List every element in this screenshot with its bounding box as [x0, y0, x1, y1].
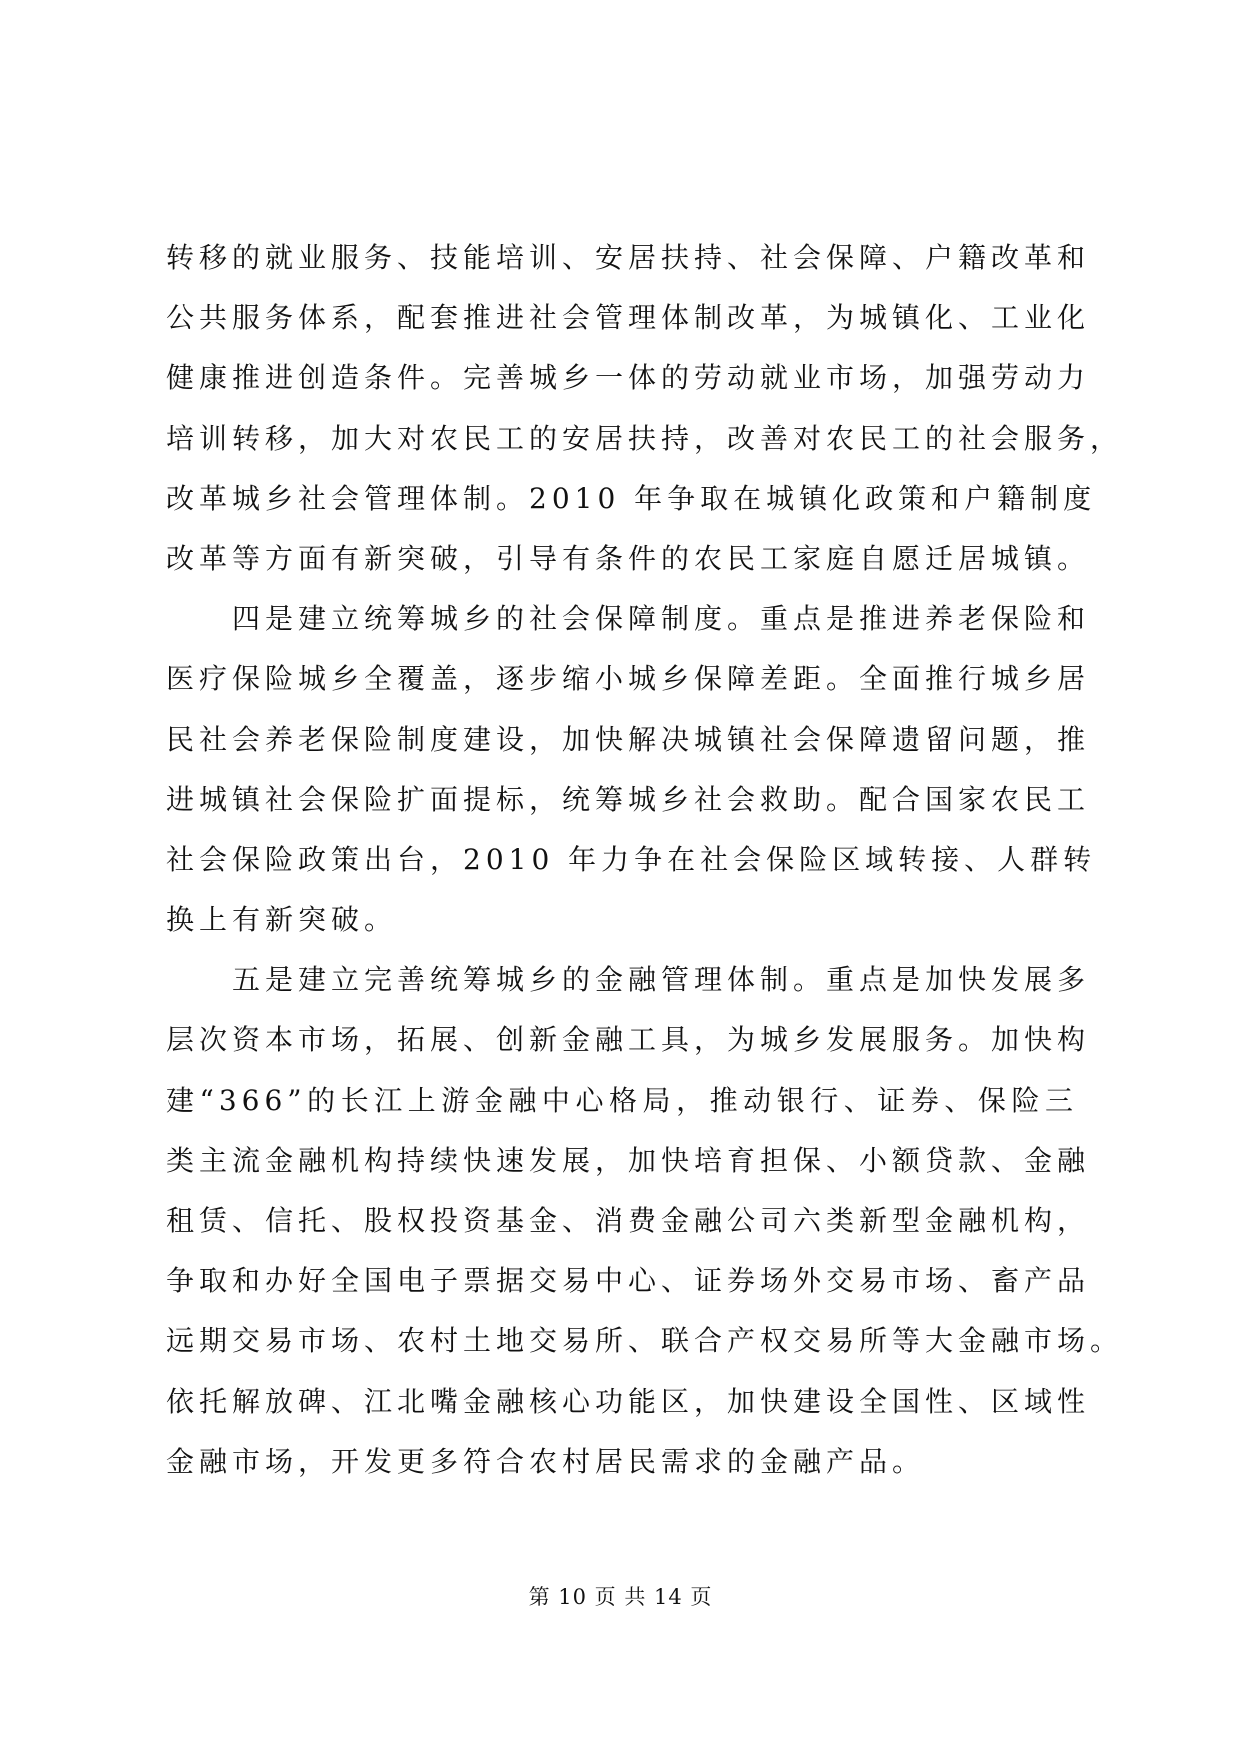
- text-line: 建“366”的长江上游金融中心格局，推动银行、证券、保险三: [166, 1083, 1078, 1117]
- text-line: 公共服务体系，配套推进社会管理体制改革，为城镇化、工业化: [166, 301, 1091, 335]
- text-line: 医疗保险城乡全覆盖，逐步缩小城乡保障差距。全面推行城乡居: [166, 662, 1091, 696]
- paragraph-finance: [166, 950, 1124, 1492]
- page-number-footer: 第 10 页 共 14 页: [528, 1585, 713, 1609]
- text-line: 租赁、信托、股权投资基金、消费金融公司六类新型金融机构，: [166, 1204, 1091, 1237]
- text-line: 转移的就业服务、技能培训、安居扶持、社会保障、户籍改革和: [166, 241, 1091, 274]
- text-line: 五是建立完善统筹城乡的金融管理体制。重点是加快发展多: [232, 963, 1091, 997]
- text-line: 依托解放碑、江北嘴金融核心功能区，加快建设全国性、区域性: [166, 1384, 1091, 1418]
- text-line: 改革等方面有新突破，引导有条件的农民工家庭自愿迁居城镇。: [166, 541, 1091, 575]
- paragraph-social-security: [166, 589, 1097, 950]
- text-line: 四是建立统筹城乡的社会保障制度。重点是推进养老保险和: [232, 602, 1091, 636]
- text-line: 换上有新突破。: [166, 903, 398, 937]
- text-line: 进城镇社会保险扩面提标，统筹城乡社会救助。配合国家农民工: [166, 782, 1091, 816]
- text-line: 社会保险政策出台，2010 年力争在社会保险区域转接、人群转: [166, 842, 1097, 876]
- text-line: 金融市场，开发更多符合农村居民需求的金融产品。: [166, 1444, 926, 1478]
- text-line: 健康推进创造条件。完善城乡一体的劳动就业市场，加强劳动力: [166, 361, 1091, 395]
- text-line: 争取和办好全国电子票据交易中心、证券场外交易市场、畜产品: [166, 1264, 1091, 1298]
- text-line: 改革城乡社会管理体制。2010 年争取在城镇化政策和户籍制度: [166, 481, 1097, 515]
- text-line: 类主流金融机构持续快速发展，加快培育担保、小额贷款、金融: [166, 1143, 1091, 1177]
- text-line: 层次资本市场，拓展、创新金融工具，为城乡发展服务。加快构: [166, 1023, 1091, 1057]
- text-line: 远期交易市场、农村土地交易所、联合产权交易所等大金融市场。: [166, 1324, 1124, 1358]
- text-line: 民社会养老保险制度建设，加快解决城镇社会保障遗留问题，推: [166, 722, 1091, 756]
- text-line: 培训转移，加大对农民工的安居扶持，改善对农民工的社会服务，: [166, 421, 1124, 455]
- document-body: [166, 228, 1124, 1492]
- paragraph-continuation: [166, 228, 1124, 589]
